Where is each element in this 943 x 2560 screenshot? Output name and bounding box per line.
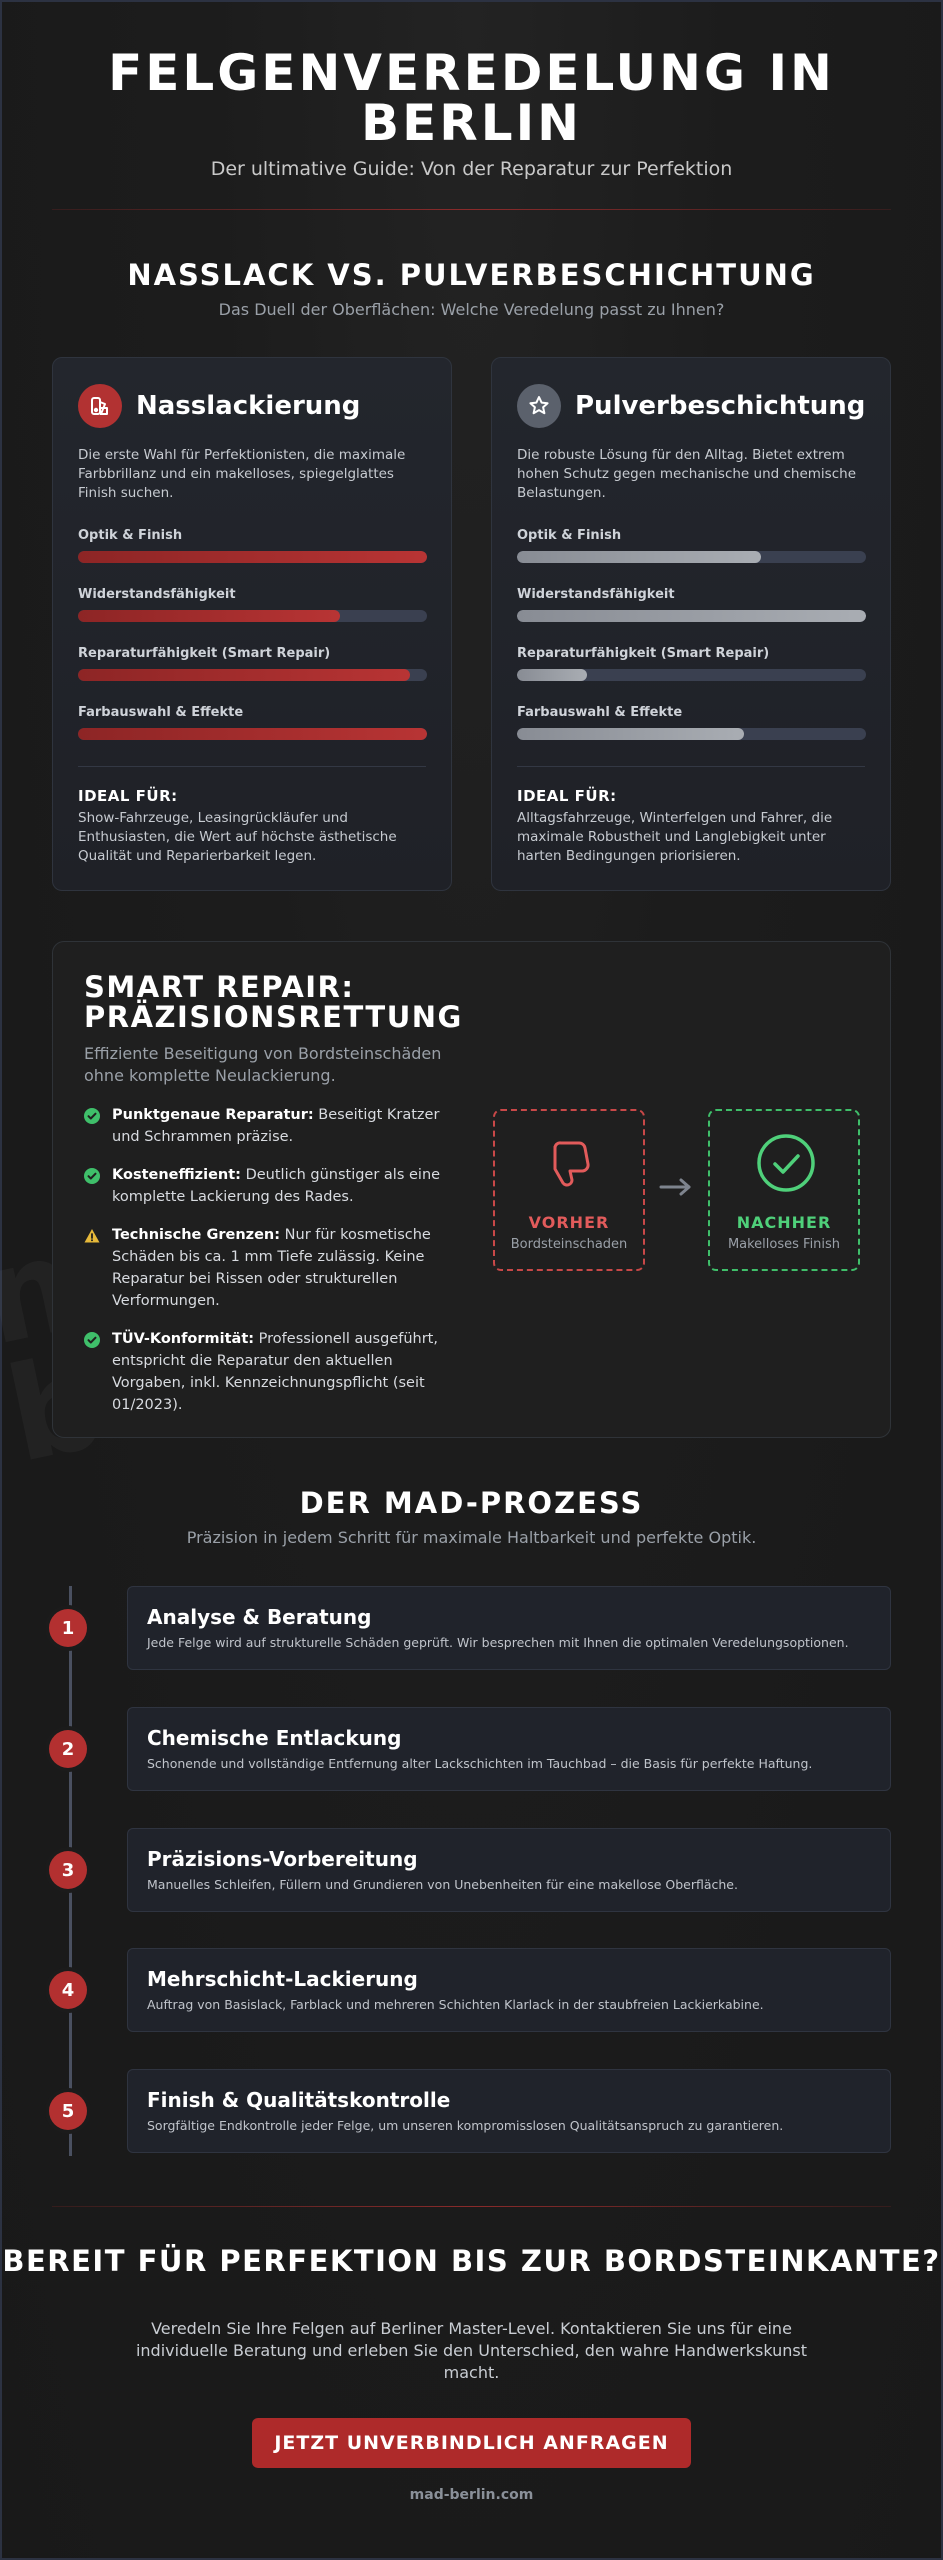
step-title: Präzisions-Vorbereitung xyxy=(147,1847,418,1871)
step-title: Chemische Entlackung xyxy=(147,1726,402,1750)
thumbs-down-icon xyxy=(541,1133,601,1193)
step-text: Auftrag von Basislack, Farblack und mehreren Schichten Klarlack in der staubfreien Lackierkabine. xyxy=(147,1997,764,2012)
metric-bar-fill xyxy=(78,728,427,740)
card-divider xyxy=(78,766,426,767)
step-card xyxy=(127,2069,891,2153)
item-text: Nur für kosmetische Schäden bis ca. 1 mm Tiefe zulässig. Keine Reparatur bei Rissen oder strukturellen Verformungen. xyxy=(112,1227,431,1309)
step-number: 2 xyxy=(49,1730,87,1768)
check-circle-icon xyxy=(756,1133,816,1193)
step-text: Manuelles Schleifen, Füllern und Grundieren von Unebenheiten für eine makellose Oberfläche. xyxy=(147,1877,738,1892)
step-number: 4 xyxy=(49,1971,87,2009)
item-bold: TÜV-Konformität: xyxy=(112,1331,255,1347)
metric-label: Widerstandsfähigkeit xyxy=(78,587,236,602)
before-label: VORHER xyxy=(528,1213,610,1232)
smart-repair-item xyxy=(84,1104,454,1148)
request-quote-button[interactable]: JETZT UNVERBINDLICH ANFRAGEN xyxy=(252,2418,691,2468)
item-text: Beseitigt Kratzer und Schrammen präzise. xyxy=(112,1107,440,1145)
smart-repair-title: SMART REPAIR: PRÄZISIONSRETTUNG xyxy=(84,970,463,1034)
item-text: Deutlich günstiger als eine komplette Lackierung des Rades. xyxy=(112,1167,441,1205)
card-divider xyxy=(517,766,865,767)
step-title: Finish & Qualitätskontrolle xyxy=(147,2088,451,2112)
cta-text: Veredeln Sie Ihre Felgen auf Berliner Master-Level. Kontaktieren Sie uns für eine individuelle Beratung und erleben Sie den Unterschied, den wahre Handwerkskunst macht. xyxy=(135,2319,808,2382)
page-title: FELGENVEREDELUNG IN BERLIN xyxy=(108,44,835,152)
step-number: 5 xyxy=(49,2092,87,2130)
card-description: Die erste Wahl für Perfektionisten, die maximale Farbbrillanz und ein makelloses, spiegelglattes Finish suchen. xyxy=(78,447,406,501)
metric-label: Reparaturfähigkeit (Smart Repair) xyxy=(517,646,770,661)
item-text: Professionell ausgeführt, entspricht die Reparatur den aktuellen Vorgaben, inkl. Kennzeichnungspflicht (seit 01/2023). xyxy=(112,1331,438,1413)
ideal-title: IDEAL FÜR: xyxy=(517,787,617,805)
step-text: Schonende und vollständige Entfernung alter Lackschichten im Tauchbad – die Basis für perfekte Haftung. xyxy=(147,1756,813,1771)
card-header xyxy=(517,384,865,428)
after-box xyxy=(708,1109,860,1271)
item-bold: Punktgenaue Reparatur: xyxy=(112,1107,314,1123)
metric-bar-fill xyxy=(517,728,744,740)
ideal-text: Alltagsfahrzeuge, Winterfelgen und Fahrer, die maximale Robustheit und Langlebigkeit unter harten Bedingungen priorisieren. xyxy=(517,810,833,864)
metric-bar xyxy=(78,728,427,740)
metric-bar-fill xyxy=(517,551,761,563)
step-card xyxy=(127,1586,891,1670)
before-box xyxy=(493,1109,645,1271)
metric xyxy=(517,646,865,681)
metric xyxy=(78,587,426,622)
cta-title: BEREIT FÜR PERFEKTION BIS ZUR BORDSTEINKANTE? xyxy=(2,2244,941,2278)
card-title: Pulverbeschichtung xyxy=(575,391,866,421)
item-bold: Technische Grenzen: xyxy=(112,1227,281,1243)
check-circle-icon xyxy=(84,1108,100,1124)
smart-repair-subtitle: Effiziente Beseitigung von Bordsteinschäden ohne komplette Neulackierung. xyxy=(84,1044,442,1085)
check-circle-icon xyxy=(84,1332,100,1348)
smart-repair-list xyxy=(84,1104,454,1432)
metric-label: Optik & Finish xyxy=(78,528,183,543)
ideal-text: Show-Fahrzeuge, Leasingrückläufer und Enthusiasten, die Wert auf höchste ästhetische Qualität und Reparierbarkeit legen. xyxy=(78,810,397,864)
ideal-title: IDEAL FÜR: xyxy=(78,787,178,805)
metric-bar-fill xyxy=(517,610,866,622)
card-title: Nasslackierung xyxy=(136,391,361,421)
metric-bar-fill xyxy=(517,669,587,681)
step-number: 1 xyxy=(49,1609,87,1647)
comparison-title: NASSLACK VS. PULVERBESCHICHTUNG xyxy=(127,258,816,292)
metric-label: Farbauswahl & Effekte xyxy=(517,705,683,720)
card-header xyxy=(78,384,426,428)
comparison-subtitle: Das Duell der Oberflächen: Welche Veredelung passt zu Ihnen? xyxy=(218,300,725,319)
arrow-right-icon xyxy=(658,1175,694,1199)
card-description: Die robuste Lösung für den Alltag. Bietet extrem hohen Schutz gegen mechanische und chemische Belastungen. xyxy=(517,447,856,501)
step-card xyxy=(127,1707,891,1791)
metric-bar xyxy=(78,610,427,622)
smart-repair-item xyxy=(84,1224,454,1312)
metric xyxy=(78,646,426,681)
warning-icon xyxy=(84,1228,100,1244)
after-label: NACHHER xyxy=(736,1213,832,1232)
process-title: DER MAD-PROZESS xyxy=(299,1486,644,1520)
card-nasslackierung xyxy=(52,357,452,891)
metric-label: Farbauswahl & Effekte xyxy=(78,705,244,720)
card-pulverbeschichtung xyxy=(491,357,891,891)
item-bold: Kosteneffizient: xyxy=(112,1167,241,1183)
metric-bar-fill xyxy=(78,551,427,563)
check-circle-icon xyxy=(84,1168,100,1184)
metric-bar xyxy=(517,551,866,563)
metric xyxy=(517,705,865,740)
metric xyxy=(517,528,865,563)
metric-bar-fill xyxy=(78,669,410,681)
star-shield-icon xyxy=(517,384,561,428)
step-title: Mehrschicht-Lackierung xyxy=(147,1967,418,1991)
step-text: Sorgfältige Endkontrolle jeder Felge, um unseren kompromisslosen Qualitätsanspruch zu garantieren. xyxy=(147,2118,784,2133)
step-card xyxy=(127,1948,891,2032)
metric-bar xyxy=(517,728,866,740)
step-card xyxy=(127,1828,891,1912)
metric xyxy=(517,587,865,622)
metric-bar xyxy=(78,669,427,681)
step-title: Analyse & Beratung xyxy=(147,1605,372,1629)
smart-repair-item xyxy=(84,1164,454,1208)
metric-bar xyxy=(517,669,866,681)
step-text: Jede Felge wird auf strukturelle Schäden geprüft. Wir besprechen mit Ihnen die optimalen Veredelungsoptionen. xyxy=(147,1635,849,1650)
metric-label: Widerstandsfähigkeit xyxy=(517,587,675,602)
smart-repair-item xyxy=(84,1328,454,1416)
metric xyxy=(78,705,426,740)
metric-label: Reparaturfähigkeit (Smart Repair) xyxy=(78,646,331,661)
smart-repair-panel xyxy=(52,941,891,1438)
process-subtitle: Präzision in jedem Schritt für maximale Haltbarkeit und perfekte Optik. xyxy=(186,1528,757,1547)
metric-bar xyxy=(78,551,427,563)
paint-palette-icon xyxy=(78,384,122,428)
after-sub: Makelloses Finish xyxy=(727,1237,841,1252)
step-number: 3 xyxy=(49,1851,87,1889)
metric-bar-fill xyxy=(78,610,340,622)
metric xyxy=(78,528,426,563)
metric-bar xyxy=(517,610,866,622)
before-sub: Bordsteinschaden xyxy=(510,1237,628,1252)
divider xyxy=(52,2206,891,2207)
divider xyxy=(52,209,891,210)
metric-label: Optik & Finish xyxy=(517,528,622,543)
footer-domain[interactable]: mad-berlin.com xyxy=(409,2487,534,2503)
page-subtitle: Der ultimative Guide: Von der Reparatur zur Perfektion xyxy=(210,158,733,180)
